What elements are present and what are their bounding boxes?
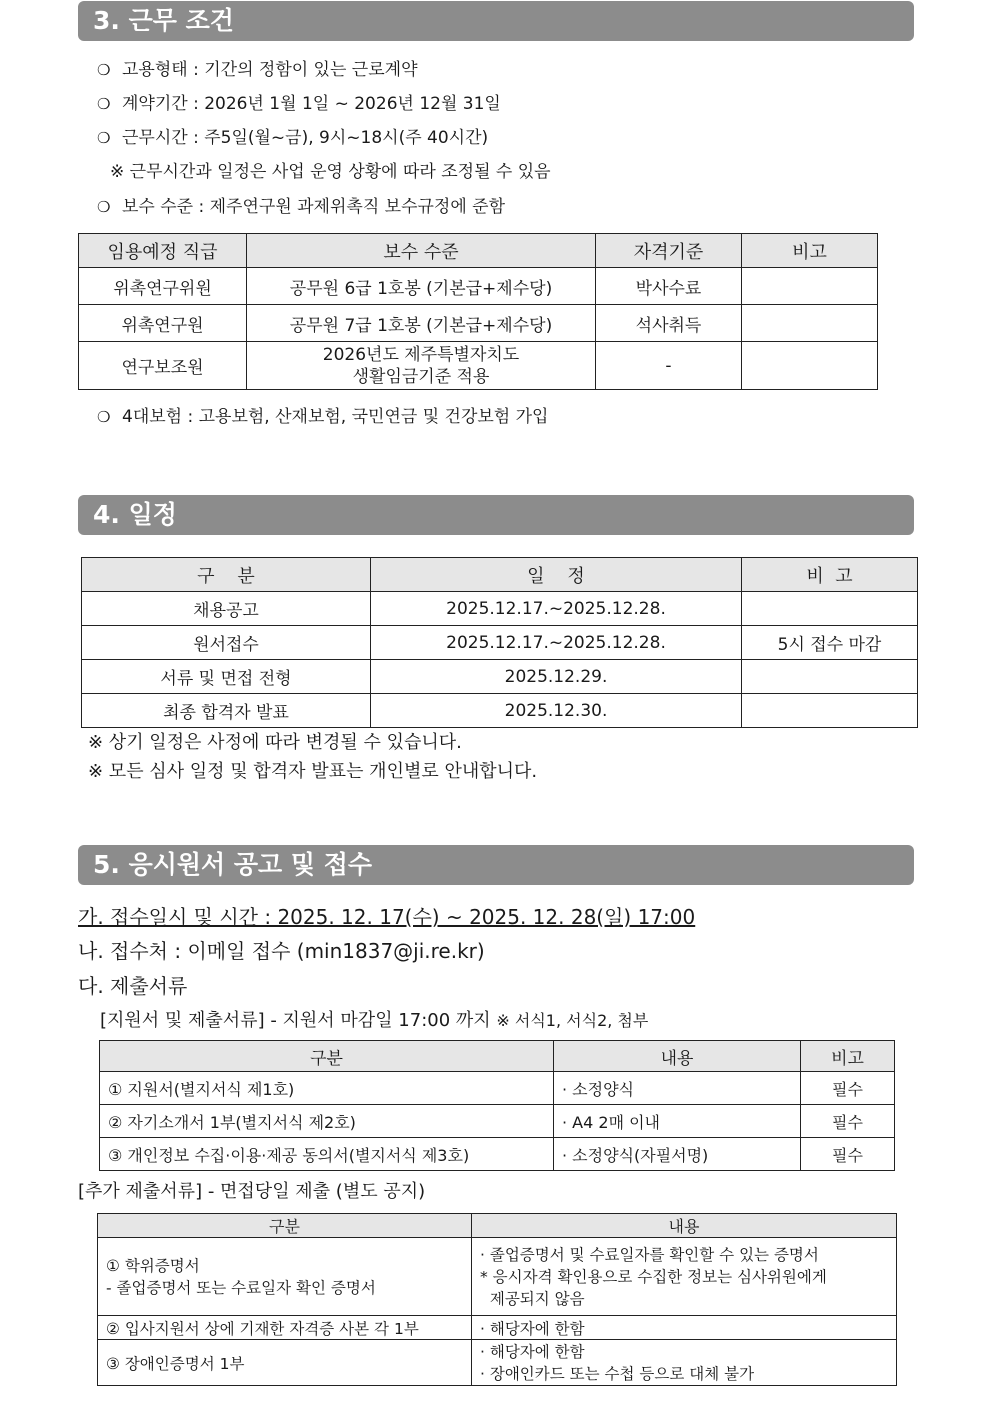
table-cell	[742, 694, 918, 728]
docs-heading: [지원서 및 제출서류] - 지원서 마감일 17:00 까지 ※ 서식1, 서식2, 첨부	[100, 1010, 649, 1031]
required-docs-table	[99, 1040, 895, 1171]
table-cell: -	[596, 342, 742, 390]
column-header: 비고	[742, 234, 878, 268]
table-cell: 필수	[801, 1105, 895, 1138]
table-cell: ② 입사지원서 상에 기재한 자격증 사본 각 1부	[98, 1316, 472, 1340]
table-row	[82, 626, 918, 660]
employment-type-item: ❍ 고용형태 : 기간의 정함이 있는 근로계약	[97, 60, 418, 80]
table-cell: 박사수료	[596, 268, 742, 305]
table-cell: 필수	[801, 1138, 895, 1171]
table-row	[82, 592, 918, 626]
table-row	[82, 660, 918, 694]
column-header: 보수 수준	[247, 234, 596, 268]
table-row	[82, 694, 918, 728]
table-cell: 위촉연구위원	[79, 268, 247, 305]
circle-bullet-icon: ❍	[97, 408, 111, 426]
table-cell: · A4 2매 이내	[554, 1105, 801, 1138]
extra-docs-heading: [추가 제출서류] - 면접당일 제출 (별도 공지)	[78, 1181, 426, 1202]
work-hours-note: ※ 근무시간과 일정은 사업 운영 상황에 따라 조정될 수 있음	[110, 162, 551, 182]
table-cell: · 소정양식(자필서명)	[554, 1138, 801, 1171]
table-row	[100, 1105, 895, 1138]
schedule-note: ※ 상기 일정은 사정에 따라 변경될 수 있습니다.	[88, 732, 462, 753]
table-cell: ③ 개인정보 수집·이용·제공 동의서(별지서식 제3호)	[100, 1138, 554, 1171]
column-header: 구분	[100, 1041, 554, 1072]
table-cell: 최종 합격자 발표	[82, 694, 371, 728]
table-cell	[742, 305, 878, 342]
table-row	[98, 1316, 897, 1340]
table-cell: 2026년도 제주특별자치도 생활임금기준 적용	[247, 342, 596, 390]
table-cell: ① 학위증명서 - 졸업증명서 또는 수료일자 확인 증명서	[98, 1238, 472, 1316]
work-hours-item: ❍ 근무시간 : 주5일(월~금), 9시~18시(주 40시간)	[97, 128, 489, 148]
table-cell	[742, 342, 878, 390]
circle-bullet-icon: ❍	[97, 198, 111, 216]
circle-bullet-icon: ❍	[97, 95, 111, 113]
table-cell: ③ 장애인증명서 1부	[98, 1340, 472, 1386]
table-cell: 2025.12.29.	[371, 660, 742, 694]
table-cell: 서류 및 면접 전형	[82, 660, 371, 694]
column-header: 임용예정 직급	[79, 234, 247, 268]
table-cell: 2025.12.30.	[371, 694, 742, 728]
column-header: 구분	[98, 1214, 472, 1238]
column-header: 비 고	[742, 558, 918, 592]
table-cell: · 졸업증명서 및 수료일자를 확인할 수 있는 증명서 * 응시자격 확인용으로 수집한 정보는 심사위원에게 제공되지 않음	[472, 1238, 897, 1316]
contract-period-item: ❍ 계약기간 : 2026년 1월 1일 ~ 2026년 12월 31일	[97, 94, 501, 114]
table-cell: 2025.12.17.~2025.12.28.	[371, 626, 742, 660]
table-cell: 석사취득	[596, 305, 742, 342]
section3-title: 3. 근무 조건	[78, 1, 914, 41]
section4-title: 4. 일정	[78, 495, 914, 535]
table-row	[100, 1072, 895, 1105]
column-header: 일 정	[371, 558, 742, 592]
column-header: 비고	[801, 1041, 895, 1072]
column-header: 구 분	[82, 558, 371, 592]
table-row	[100, 1138, 895, 1171]
table-cell: 위촉연구원	[79, 305, 247, 342]
table-cell: ② 자기소개서 1부(별지서식 제2호)	[100, 1105, 554, 1138]
schedule-note: ※ 모든 심사 일정 및 합격자 발표는 개인별로 안내합니다.	[88, 761, 538, 782]
table-row	[98, 1238, 897, 1316]
table-cell: 2025.12.17.~2025.12.28.	[371, 592, 742, 626]
application-place: 나. 접수처 : 이메일 접수 (min1837@ji.re.kr)	[78, 939, 485, 963]
table-cell	[742, 592, 918, 626]
table-cell: 공무원 6급 1호봉 (기본급+제수당)	[247, 268, 596, 305]
table-header-row	[82, 558, 918, 592]
table-cell: · 소정양식	[554, 1072, 801, 1105]
table-cell: · 해당자에 한함	[472, 1316, 897, 1340]
table-header-row	[100, 1041, 895, 1072]
table-row	[79, 342, 878, 390]
circle-bullet-icon: ❍	[97, 129, 111, 147]
required-documents-label: 다. 제출서류	[78, 974, 188, 998]
docs-heading-note: ※ 서식1, 서식2, 첨부	[496, 1011, 649, 1030]
pay-table	[78, 233, 878, 390]
circle-bullet-icon: ❍	[97, 61, 111, 79]
table-cell: 채용공고	[82, 592, 371, 626]
table-cell: ① 지원서(별지서식 제1호)	[100, 1072, 554, 1105]
table-row	[98, 1340, 897, 1386]
table-cell: 원서접수	[82, 626, 371, 660]
table-row	[79, 305, 878, 342]
table-cell: 공무원 7급 1호봉 (기본급+제수당)	[247, 305, 596, 342]
pay-level-item: ❍ 보수 수준 : 제주연구원 과제위촉직 보수규정에 준함	[97, 197, 506, 217]
insurance-item: ❍ 4대보험 : 고용보험, 산재보험, 국민연금 및 건강보험 가입	[97, 407, 549, 427]
extra-docs-table	[97, 1213, 897, 1386]
column-header: 내용	[554, 1041, 801, 1072]
schedule-table	[81, 557, 918, 728]
application-period: 가. 접수일시 및 시간 : 2025. 12. 17(수) ~ 2025. 12. 28(일) 17:00	[78, 905, 696, 929]
table-cell: 연구보조원	[79, 342, 247, 390]
column-header: 내용	[472, 1214, 897, 1238]
section5-title: 5. 응시원서 공고 및 접수	[78, 845, 914, 885]
column-header: 자격기준	[596, 234, 742, 268]
table-cell: 필수	[801, 1072, 895, 1105]
table-cell: 5시 접수 마감	[742, 626, 918, 660]
table-header-row	[79, 234, 878, 268]
table-header-row	[98, 1214, 897, 1238]
table-cell	[742, 660, 918, 694]
table-cell: · 해당자에 한함 · 장애인카드 또는 수첩 등으로 대체 불가	[472, 1340, 897, 1386]
table-row	[79, 268, 878, 305]
table-cell	[742, 268, 878, 305]
